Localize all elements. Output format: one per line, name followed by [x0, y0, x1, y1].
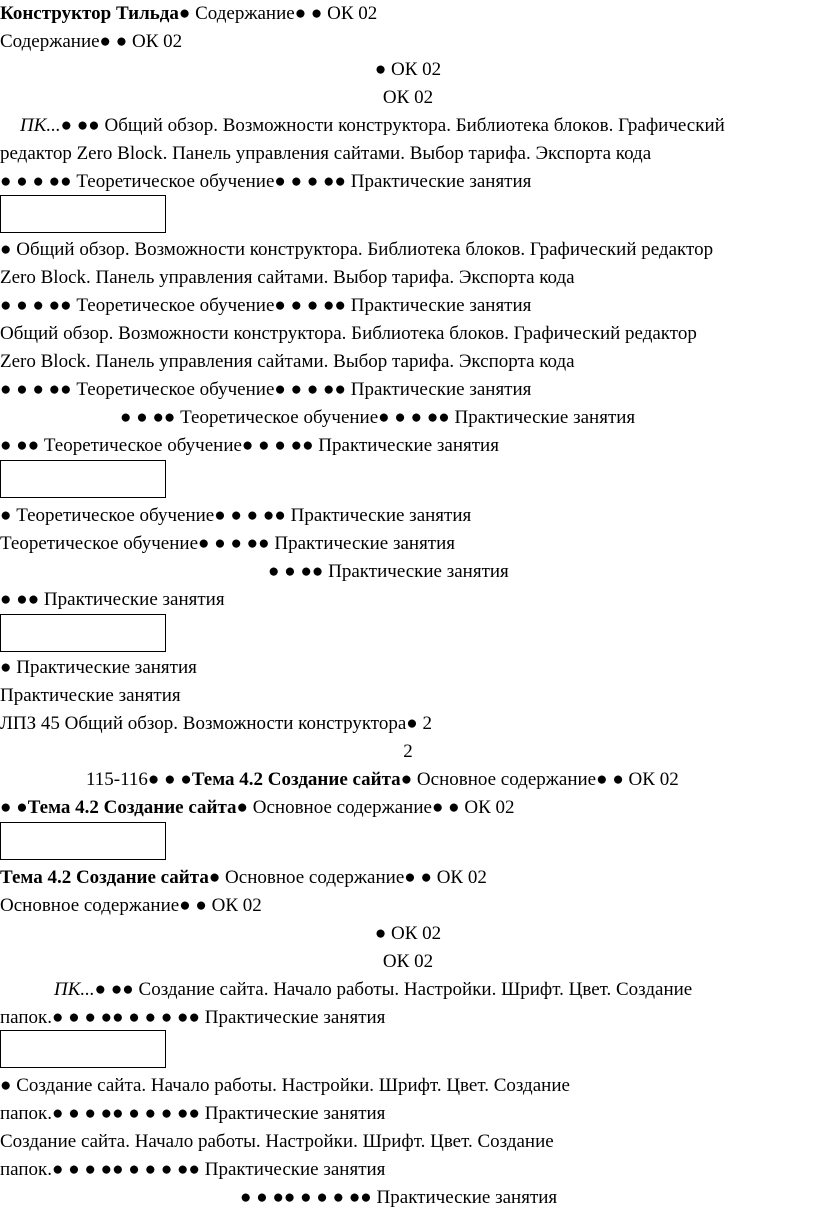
line-text: ● ● ● ●● Теоретическое обучение● ● ● ●● Практические занятия	[0, 379, 532, 400]
doc-line	[0, 950, 816, 974]
line-text: ● ОК 02	[374, 59, 442, 80]
empty-box	[0, 460, 166, 498]
doc-line	[0, 866, 487, 890]
line-text: ● Содержание● ● ОК 02	[178, 3, 378, 24]
empty-box	[0, 195, 166, 233]
line-text: ● ● ● ●● Теоретическое обучение● ● ● ●● Практические занятия	[0, 171, 532, 192]
line-text: ● ● ●● ● ● ● ●● Практические занятия	[240, 1187, 558, 1208]
line-text: Zero Block. Панель управления сайтами. Выбор тарифа. Экспорта кода	[0, 351, 575, 372]
line-text: ● Практические занятия	[0, 657, 197, 678]
line-text: папок.● ● ● ●● ● ● ● ●● Практические занятия	[0, 1103, 386, 1124]
doc-line	[0, 142, 651, 166]
doc-line	[0, 504, 471, 528]
doc-line	[0, 1130, 554, 1154]
line-text: ОК 02	[382, 87, 434, 108]
doc-line	[0, 922, 816, 946]
doc-line	[0, 170, 531, 194]
doc-line	[20, 114, 725, 138]
pk-label: ПК...	[20, 115, 61, 136]
line-text: ● Основное содержание● ● ОК 02	[400, 769, 679, 790]
empty-box	[0, 822, 166, 860]
empty-box	[0, 1030, 166, 1068]
line-text: 2	[403, 741, 413, 762]
doc-line	[86, 768, 679, 792]
line-text: Теоретическое обучение● ● ● ●● Практические занятия	[0, 533, 456, 554]
line-text: Zero Block. Панель управления сайтами. Выбор тарифа. Экспорта кода	[0, 267, 575, 288]
doc-line	[0, 656, 197, 680]
doc-line	[0, 740, 816, 764]
doc-line	[0, 322, 697, 346]
line-text: ● ● ●● Практические занятия	[268, 561, 509, 582]
section-title: Тема 4.2 Создание сайта	[191, 769, 401, 790]
line-text: ● Создание сайта. Начало работы. Настройки. Шрифт. Цвет. Создание	[0, 1075, 570, 1096]
doc-line	[0, 350, 575, 374]
doc-line	[0, 1006, 385, 1030]
doc-line	[0, 58, 816, 82]
doc-line	[0, 378, 531, 402]
doc-line	[0, 1158, 385, 1182]
line-text: папок.● ● ● ●● ● ● ● ●● Практические занятия	[0, 1007, 386, 1028]
line-text: ● Общий обзор. Возможности конструктора. Библиотека блоков. Графический редактор	[0, 239, 714, 260]
doc-line	[0, 1074, 570, 1098]
line-text: Практические занятия	[0, 685, 181, 706]
line-text: Общий обзор. Возможности конструктора. Библиотека блоков. Графический редактор	[0, 323, 697, 344]
line-text: Содержание● ● ОК 02	[0, 31, 183, 52]
line-text: ● ● ● ●● Теоретическое обучение● ● ● ●● Практические занятия	[0, 295, 532, 316]
line-prefix: 115-116● ● ●	[86, 769, 192, 790]
line-text: Основное содержание● ● ОК 02	[0, 895, 262, 916]
doc-line	[268, 560, 509, 584]
line-text: Создание сайта. Начало работы. Настройки. Шрифт. Цвет. Создание	[0, 1131, 554, 1152]
line-text: ОК 02	[382, 951, 434, 972]
line-text: ● Теоретическое обучение● ● ● ●● Практические занятия	[0, 505, 472, 526]
doc-line	[0, 796, 515, 820]
doc-line	[0, 684, 181, 708]
line-text: ЛПЗ 45 Общий обзор. Возможности конструктора● 2	[0, 713, 433, 734]
line-text: ● ●● Теоретическое обучение● ● ● ●● Практические занятия	[0, 435, 499, 456]
section-title: Тема 4.2 Создание сайта	[0, 867, 209, 888]
doc-line	[0, 532, 455, 556]
empty-box	[0, 614, 166, 652]
line-text: ● ●● Общий обзор. Возможности конструктора. Библиотека блоков. Графический	[60, 115, 725, 136]
doc-line	[0, 86, 816, 110]
doc-line	[0, 894, 262, 918]
line-text: ● ● ●● Теоретическое обучение● ● ● ●● Практические занятия	[120, 407, 636, 428]
section-title: Тема 4.2 Создание сайта	[27, 797, 237, 818]
doc-line	[0, 238, 713, 262]
doc-line	[0, 2, 377, 26]
line-text: ● ●● Практические занятия	[0, 589, 225, 610]
line-text: ● ОК 02	[374, 923, 442, 944]
doc-line	[0, 294, 531, 318]
doc-line	[0, 588, 225, 612]
doc-line	[240, 1186, 557, 1210]
line-text: ● ●● Создание сайта. Начало работы. Настройки. Шрифт. Цвет. Создание	[94, 979, 693, 1000]
line-text: ● Основное содержание● ● ОК 02	[208, 867, 487, 888]
doc-line	[0, 1102, 385, 1126]
doc-line	[54, 978, 692, 1002]
line-text: ● Основное содержание● ● ОК 02	[236, 797, 515, 818]
line-text: редактор Zero Block. Панель управления сайтами. Выбор тарифа. Экспорта кода	[0, 143, 652, 164]
doc-line	[0, 266, 575, 290]
doc-line	[0, 434, 499, 458]
line-text: папок.● ● ● ●● ● ● ● ●● Практические занятия	[0, 1159, 386, 1180]
section-title: Конструктор Тильда	[0, 3, 179, 24]
line-prefix: ● ●	[0, 797, 28, 818]
pk-label: ПК...	[54, 979, 95, 1000]
doc-line	[0, 712, 432, 736]
doc-line	[0, 30, 182, 54]
doc-line	[120, 406, 635, 430]
